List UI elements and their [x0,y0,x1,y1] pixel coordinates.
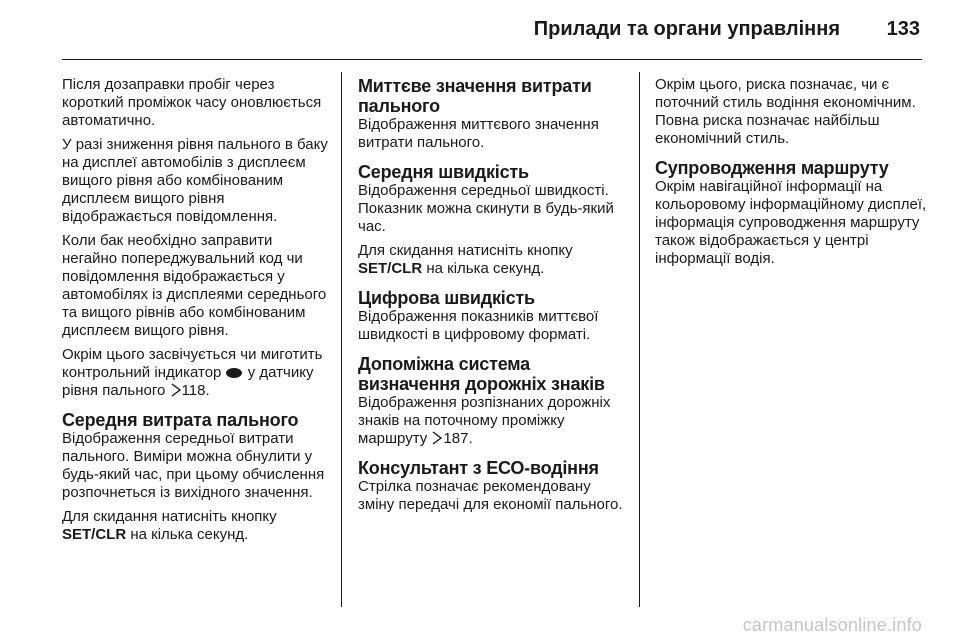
column-divider-1 [341,72,342,607]
column-2 [358,76,628,520]
section-heading: Середня швидкість [358,162,529,182]
paragraph: Відображення середньої швидкості. Показник можна скинути в будь-який час. [358,182,614,235]
watermark: carmanualsonline.info [742,615,922,635]
paragraph [358,394,628,448]
paragraph: Коли бак необхідно заправити негайно попереджувальний код чи повідомлення відображається у автомобілях із дисплеями середнього та вищого рівнів або комбінованим дисплеєм вищого рівня. [62,232,327,339]
text-span: Відображення розпізнаних дорожніх знаків на поточному проміжку маршруту [358,394,611,447]
text-span: на кілька секунд. [426,260,545,277]
section-heading: Середня витрата пального [62,410,299,430]
key-label: SET/CLR [358,260,423,277]
paragraph: Окрім цього, риска позначає, чи є поточний стиль водіння економічним. Повна риска позначає найбільш економічний стиль. [655,76,916,147]
page-reference-icon [431,431,443,445]
paragraph: У разі зниження рівня пального в баку на дисплеї автомобілів з дисплеєм вищого рівня або комбінованим дисплеєм вищого рівня відображається повідомлення. [62,136,328,225]
paragraph: Після дозаправки пробіг через короткий проміжок часу оновлюється автоматично. [62,76,322,129]
text-span: у датчику рівня пального [62,364,314,399]
column-3 [655,76,927,274]
text-span: Для скидання натисніть кнопку [62,508,277,525]
paragraph: Стрілка позначає рекомендовану зміну передачі для економії пального. [358,478,623,513]
text-span: Для скидання натисніть кнопку [358,242,573,259]
column-divider-2 [639,72,640,607]
page-reference: 118. [181,382,210,399]
page-reference: 187. [443,430,473,447]
text-span: на кілька секунд. [130,526,249,543]
paragraph [62,508,330,544]
page-header [62,14,922,50]
header-divider [62,59,922,60]
paragraph: Відображення миттєвого значення витрати пального. [358,116,599,151]
paragraph [358,242,628,278]
section-heading: Консультант з ЕСО-водіння [358,458,599,478]
column-1 [62,76,330,550]
paragraph: Відображення показників миттєвої швидкості в цифровому форматі. [358,308,599,343]
page-number: 133 [886,18,920,40]
text-span: Окрім цього засвічується чи миготить контрольний індикатор [62,346,323,381]
section-heading: Допоміжна система визначення дорожніх знаків [358,354,605,394]
key-label: SET/CLR [62,526,127,543]
paragraph [62,346,330,400]
fuel-indicator-icon [226,368,242,378]
section-heading: Супроводження маршруту [655,158,889,178]
page-title: Прилади та органи управління [533,18,840,40]
page-reference-icon [170,383,182,397]
paragraph: Відображення середньої витрати пального. Виміри можна обнулити у будь-який час, при цьому обчислення розпочнеться із вихідного значення. [62,430,325,501]
paragraph: Окрім навігаційної інформації на кольоровому інформаційному дисплеї, інформація супроводження маршруту також відображається у центрі інформації водія. [655,178,927,267]
section-heading: Миттєве значення витрати пального [358,76,592,116]
section-heading: Цифрова швидкість [358,288,535,308]
